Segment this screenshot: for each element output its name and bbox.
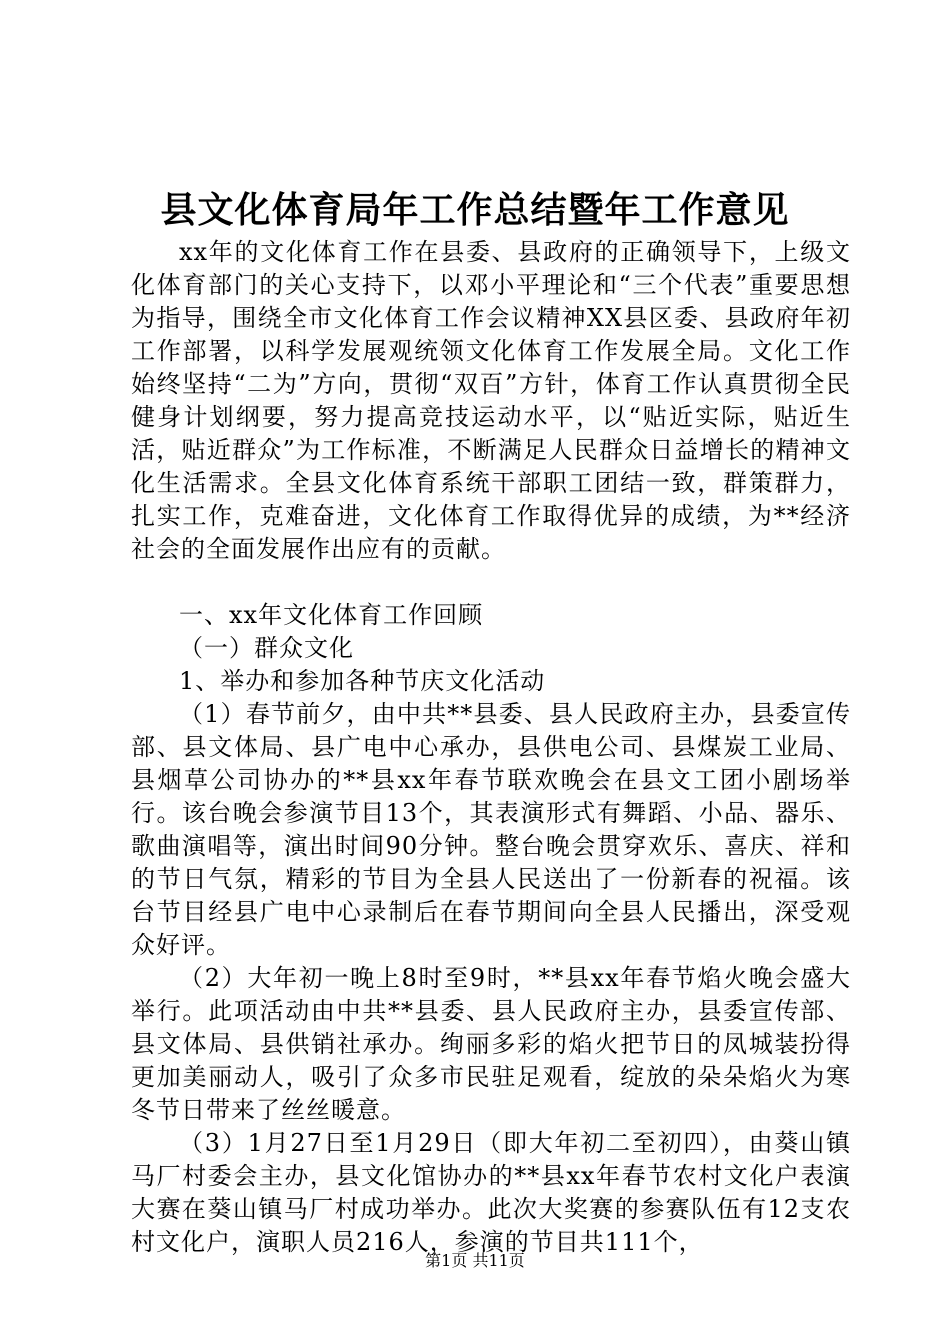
item-heading: 1、举办和参加各种节庆文化活动 (179, 667, 546, 695)
body-paragraph: （3）1月27日至1月29日（即大年初二至初四），由葵山镇马厂村委会主办，县文化馆协办的**县xx年春节农村文化户表演大赛在葵山镇马厂村成功举办。此次大奖赛的参赛队伍有12支农村文化户，演职人员216人，参演的节目共111个， (131, 1129, 851, 1256)
page-footer: 第1页 共11页 (425, 1251, 525, 1270)
body-paragraph: （2）大年初一晚上8时至9时，**县xx年春节焰火晚会盛大举行。此项活动由中共**县委、县人民政府主办，县委宣传部、县文体局、县供销社承办。绚丽多彩的焰火把节日的凤城装扮得更加美丽动人，吸引了众多市民驻足观看，绽放的朵朵焰火为寒冬节日带来了丝丝暖意。 (131, 964, 851, 1124)
document-title: 县文化体育局年工作总结暨年工作意见 (160, 189, 790, 231)
body-paragraph: （1）春节前夕，由中共**县委、县人民政府主办，县委宣传部、县文体局、县广电中心承办，县供电公司、县煤炭工业局、县烟草公司协办的**县xx年春节联欢晚会在县文工团小剧场举行。该台晚会参演节目13个，其表演形式有舞蹈、小品、器乐、歌曲演唱等，演出时间90分钟。整台晚会贯穿欢乐、喜庆、祥和的节日气氛，精彩的节目为全县人民送出了一份新春的祝福。该台节目经县广电中心录制后在春节期间向全县人民播出，深受观众好评。 (131, 700, 851, 959)
intro-paragraph: xx年的文化体育工作在县委、县政府的正确领导下，上级文化体育部门的关心支持下，以邓小平理论和“三个代表”重要思想为指导，围绕全市文化体育工作会议精神XX县区委、县政府年初工作部署，以科学发展观统领文化体育工作发展全局。文化工作始终坚持“二为”方向，贯彻“双百”方针，体育工作认真贯彻全民健身计划纲要，努力提高竞技运动水平，以“贴近实际，贴近生活，贴近群众”为工作标准，不断满足人民群众日益增长的精神文化生活需求。全县文化体育系统干部职工团结一致，群策群力，扎实工作，克难奋进，文化体育工作取得优异的成绩，为**经济社会的全面发展作出应有的贡献。 (131, 238, 851, 563)
section-heading: 一、xx年文化体育工作回顾 (179, 601, 484, 629)
subsection-heading: （一）群众文化 (179, 634, 354, 662)
document-body (131, 236, 851, 1259)
